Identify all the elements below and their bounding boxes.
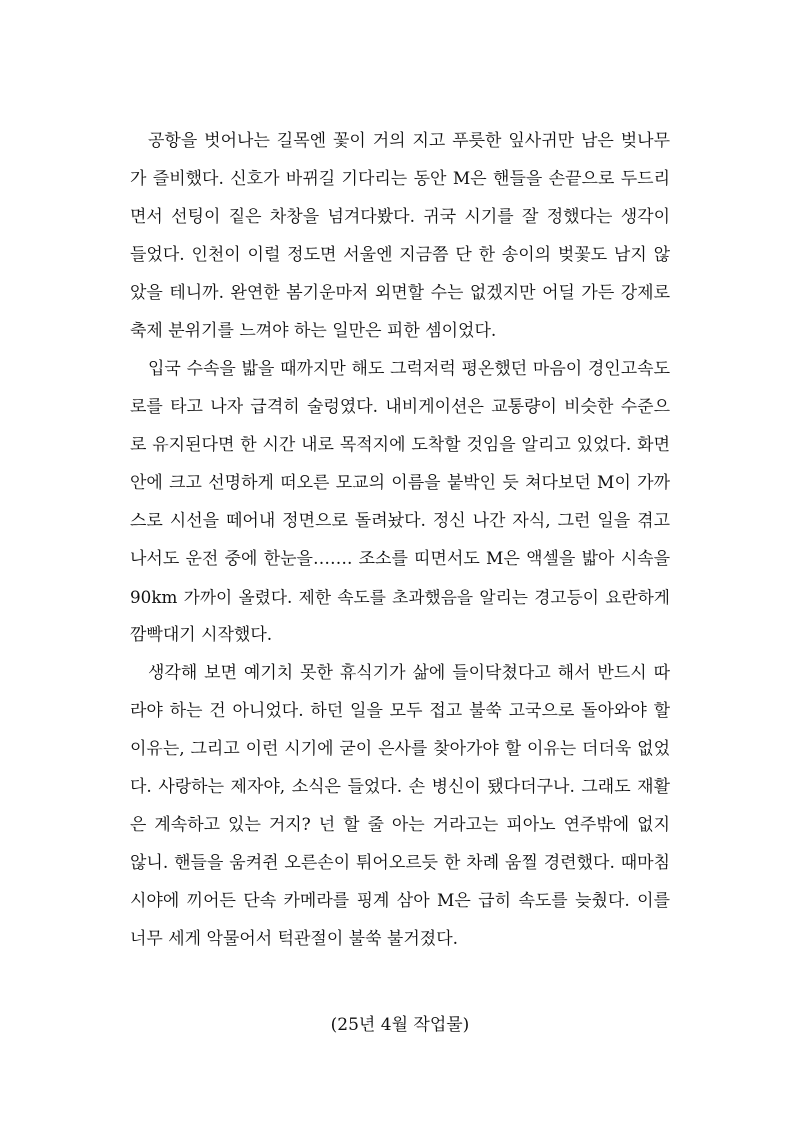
text-line: 안에 크고 선명하게 떠오른 모교의 이름을 붙박인 듯 쳐다보던 M이 가까 <box>130 473 670 493</box>
paragraph-2 <box>130 350 670 654</box>
text-line: 입국 수속을 밟을 때까지만 해도 그럭저럭 평온했던 마음이 경인고속도 <box>148 359 670 379</box>
text-line: 깜빡대기 시작했다. <box>130 625 273 645</box>
text-line: 스로 시선을 떼어내 정면으로 돌려놨다. 정신 나간 자식, 그런 일을 겪고 <box>130 511 670 531</box>
work-date-note: (25년 4월 작업물) <box>330 1015 470 1035</box>
text-line: 로 유지된다면 한 시간 내로 목적지에 도착할 것임을 알리고 있었다. 화면 <box>130 435 670 455</box>
text-line: 들었다. 인천이 이럴 정도면 서울엔 지금쯤 단 한 송이의 벚꽃도 남지 않 <box>130 245 670 265</box>
text-line: 이유는, 그리고 이런 시기에 굳이 은사를 찾아가야 할 이유는 더더욱 없었 <box>130 739 670 759</box>
body-text <box>130 122 670 958</box>
text-line: 공항을 벗어나는 길목엔 꽃이 거의 지고 푸릇한 잎사귀만 남은 벚나무 <box>148 131 670 151</box>
text-line: 축제 분위기를 느껴야 하는 일만은 피한 셈이었다. <box>130 321 497 341</box>
text-line: 다. 사랑하는 제자야, 소식은 들었다. 손 병신이 됐다더구나. 그래도 재활 <box>130 777 670 797</box>
text-line: 시야에 끼어든 단속 카메라를 핑계 삼아 M은 급히 속도를 늦췄다. 이를 <box>130 891 670 911</box>
paragraph-3 <box>130 654 670 958</box>
text-line: 나서도 운전 중에 한눈을……. 조소를 띠면서도 M은 액셀을 밟아 시속을 <box>130 549 670 569</box>
text-line: 90km 가까이 올렸다. 제한 속도를 초과했음을 알리는 경고등이 요란하게 <box>130 587 670 607</box>
text-line: 라야 하는 건 아니었다. 하던 일을 모두 접고 불쑥 고국으로 돌아와야 할 <box>130 701 670 721</box>
text-line: 가 즐비했다. 신호가 바뀌길 기다리는 동안 M은 핸들을 손끝으로 두드리 <box>130 169 670 189</box>
text-line: 로를 타고 나자 급격히 술렁였다. 내비게이션은 교통량이 비슷한 수준으 <box>130 397 670 417</box>
text-line: 면서 선팅이 짙은 차창을 넘겨다봤다. 귀국 시기를 잘 정했다는 생각이 <box>130 207 670 227</box>
text-line: 너무 세게 악물어서 턱관절이 불쑥 불거졌다. <box>130 929 459 949</box>
paragraph-1 <box>130 122 670 350</box>
text-line: 않니. 핸들을 움켜쥔 오른손이 튀어오르듯 한 차례 움찔 경련했다. 때마침 <box>130 853 670 873</box>
text-line: 은 계속하고 있는 거지? 넌 할 줄 아는 거라고는 피아노 연주밖에 없지 <box>130 815 670 835</box>
text-line: 았을 테니까. 완연한 봄기운마저 외면할 수는 없겠지만 어딜 가든 강제로 <box>130 283 670 303</box>
text-line: 생각해 보면 예기치 못한 휴식기가 삶에 들이닥쳤다고 해서 반드시 따 <box>148 663 670 683</box>
